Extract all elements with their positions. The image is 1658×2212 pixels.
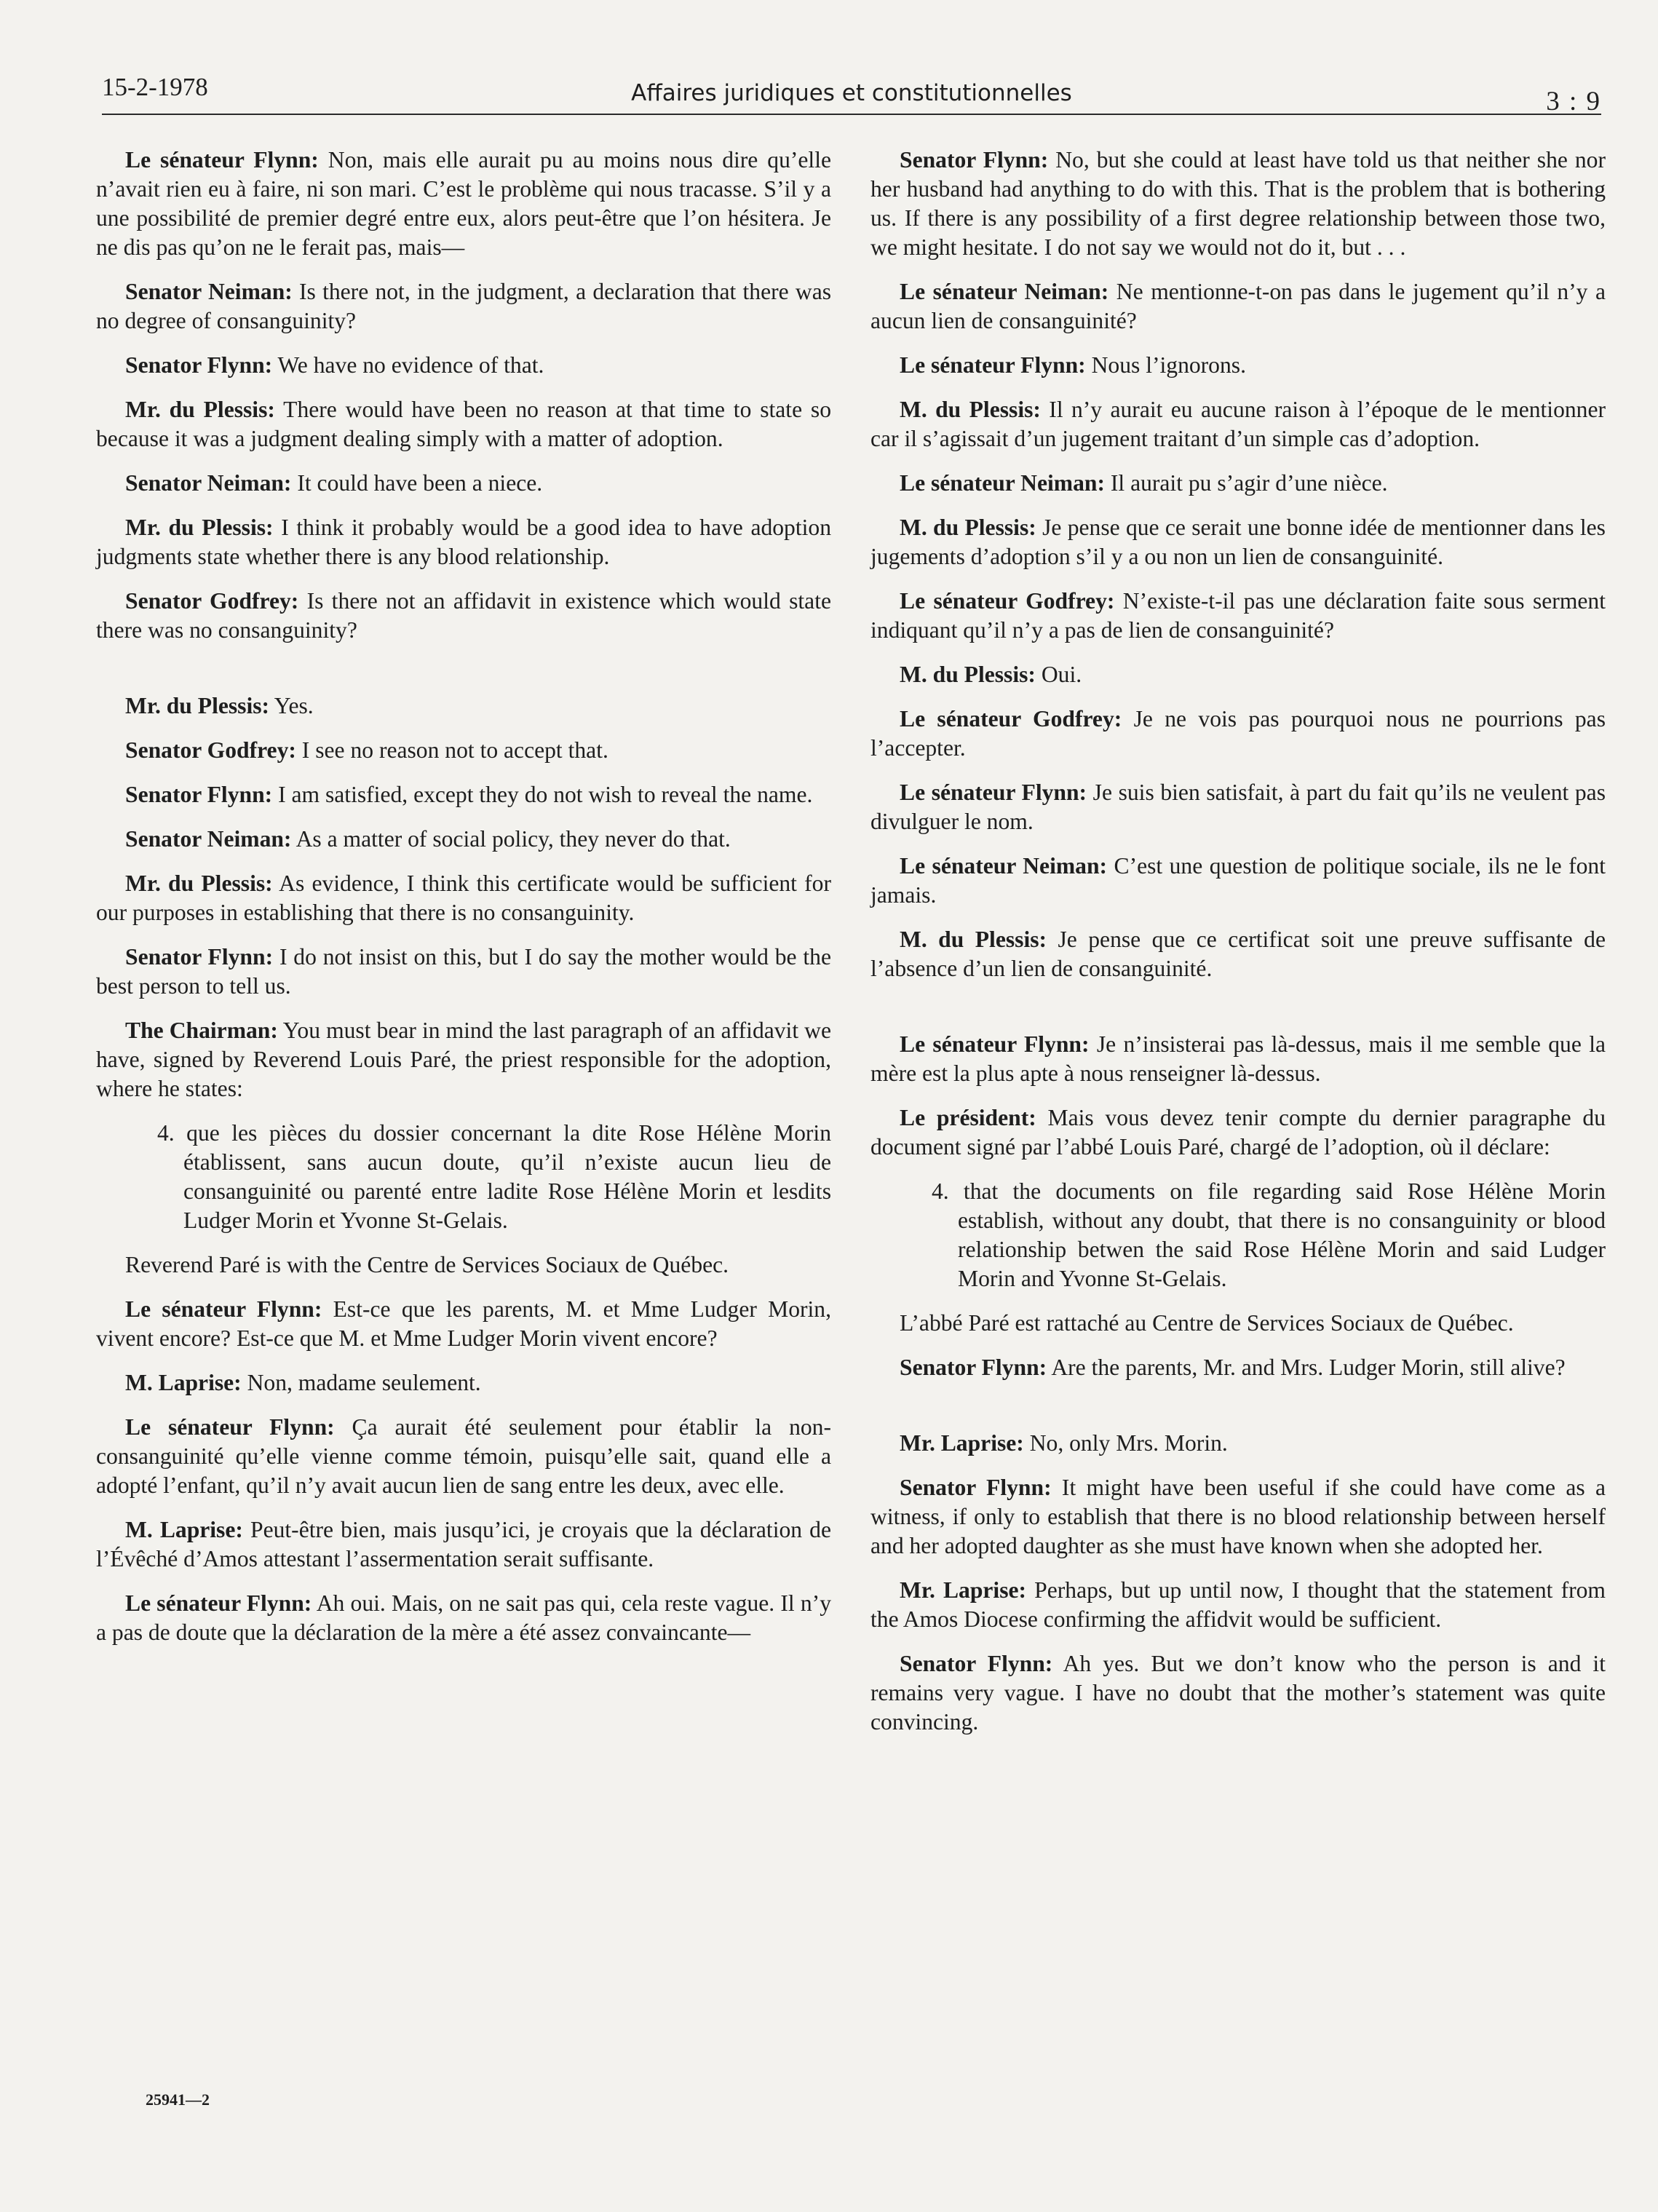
paragraph — [870, 587, 1606, 645]
quote-text: 4. that the documents on file regarding said Rose Hélène Morin establish, without any doubt, that there is no consanguinity or blood relationship betwen the said Rose Hélène Morin and said Ludger Morin and Yvonne St-Gelais. — [932, 1178, 1606, 1291]
speech-text: Perhaps, but up until now, I thought that the statement from the Amos Diocese confirming the affidvit would be sufficient. — [870, 1577, 1606, 1632]
speaker-name: Le sénateur Flynn: — [125, 1414, 335, 1440]
speaker-name: Senator Flynn: — [125, 782, 273, 807]
speech-text: Oui. — [1035, 662, 1082, 687]
speech-text: I am satisfied, except they do not wish to reveal the name. — [272, 782, 813, 807]
speech-text: Mais vous devez tenir compte du dernier paragraphe du document signé par l’abbé Louis Paré, chargé de l’adoption, où il déclare: — [870, 1105, 1606, 1159]
header-page-number: 3 : 9 — [1546, 87, 1601, 116]
speaker-name: Senator Neiman: — [125, 279, 293, 304]
speaker-name: Le sénateur Flynn: — [900, 780, 1087, 805]
speech-text: As evidence, I think this certificate would be sufficient for our purposes in establishing that there is no consanguinity. — [96, 871, 831, 925]
paragraph — [96, 1589, 831, 1647]
speaker-name: Mr. du Plessis: — [125, 397, 275, 422]
paragraph — [96, 469, 831, 498]
speaker-name: Le sénateur Flynn: — [900, 352, 1086, 378]
speech-text: I think it probably would be a good idea to have adoption judgments state whether there is any blood relationship. — [96, 515, 832, 569]
speaker-name: Mr. Laprise: — [900, 1577, 1027, 1603]
speech-text: Peut-être bien, mais jusqu’ici, je croyais que la déclaration de l’Évêché d’Amos attestant l’assermentation serait suffisante. — [96, 1517, 831, 1571]
speaker-name: Senator Flynn: — [900, 1651, 1053, 1676]
speech-text: Je pense que ce certificat soit une preuve suffisante de l’absence d’un lien de consanguinité. — [870, 927, 1606, 981]
speaker-name: M. Laprise: — [125, 1517, 243, 1542]
speaker-name: Mr. du Plessis: — [125, 515, 274, 540]
speaker-name: Le sénateur Neiman: — [900, 470, 1105, 496]
paragraph — [870, 705, 1606, 763]
paragraph — [870, 660, 1606, 689]
speech-text: Ne mentionne-t-on pas dans le jugement qu’il n’y a aucun lien de consanguinité? — [870, 279, 1606, 333]
speech-text: Reverend Paré is with the Centre de Services Sociaux de Québec. — [125, 1252, 729, 1277]
speech-text: No, only Mrs. Morin. — [1023, 1430, 1228, 1456]
paragraph — [870, 1649, 1606, 1737]
speech-text: Is there not, in the judgment, a declaration that there was no degree of consanguinity? — [96, 279, 832, 333]
page-header — [102, 70, 1601, 115]
paragraph — [870, 1309, 1606, 1338]
speaker-name: Mr. du Plessis: — [125, 871, 273, 896]
right-column — [870, 146, 1606, 1752]
speaker-name: Le sénateur Flynn: — [125, 147, 319, 173]
speech-text: N’existe-t-il pas une déclaration faite sous serment indiquant qu’il n’y a pas de lien de consanguinité? — [870, 588, 1606, 643]
speaker-name: Senator Godfrey: — [125, 588, 299, 614]
speaker-name: Senator Flynn: — [900, 147, 1049, 173]
paragraph — [96, 1368, 831, 1398]
paragraph — [96, 736, 831, 765]
speech-text: Il aurait pu s’agir d’une nièce. — [1104, 470, 1388, 496]
paragraph — [96, 691, 831, 721]
speech-text: It could have been a niece. — [291, 470, 543, 496]
header-title: Affaires juridiques et constitutionnelles — [631, 80, 1072, 106]
paragraph — [96, 943, 831, 1001]
speaker-name: Le sénateur Neiman: — [900, 279, 1109, 304]
paragraph — [96, 513, 831, 571]
paragraph — [96, 1016, 831, 1103]
speech-text: There would have been no reason at that time to state so because it was a judgment dealing simply with a matter of adoption. — [96, 397, 832, 451]
paragraph — [870, 1429, 1606, 1458]
paragraph — [870, 351, 1606, 380]
speaker-name: Senator Neiman: — [125, 470, 292, 496]
speaker-name: Le sénateur Flynn: — [125, 1296, 322, 1322]
paragraph — [870, 469, 1606, 498]
speech-text: I see no reason not to accept that. — [295, 737, 608, 763]
footer-code: 25941—2 — [146, 2090, 210, 2109]
quote-text: 4. que les pièces du dossier concernant la dite Rose Hélène Morin établissent, sans aucun doute, qu’il n’existe aucun lieu de consanguinité ou parenté entre ladite Rose Hélène Morin et lesdits Ludger Morin et Yvonne St-Gelais. — [157, 1120, 831, 1233]
paragraph — [870, 277, 1606, 336]
speaker-name: M. du Plessis: — [900, 397, 1041, 422]
paragraph — [96, 587, 831, 645]
speaker-name: M. du Plessis: — [900, 662, 1036, 687]
speech-text: Ah oui. Mais, on ne sait pas qui, cela reste vague. Il n’y a pas de doute que la déclaration de la mère a été assez convaincante— — [96, 1590, 831, 1645]
speaker-name: Le sénateur Flynn: — [900, 1031, 1090, 1057]
speaker-name: Senator Flynn: — [125, 352, 273, 378]
speaker-name: M. du Plessis: — [900, 927, 1047, 952]
paragraph — [96, 1250, 831, 1280]
paragraph — [96, 1413, 831, 1500]
left-column — [96, 146, 831, 1662]
speaker-name: The Chairman: — [125, 1018, 278, 1043]
paragraph — [870, 1030, 1606, 1088]
speech-text: Non, mais elle aurait pu au moins nous dire qu’elle n’avait rien eu à faire, ni son mari. C’est le problème qui nous tracasse. S’il y a une possibilité de premier degré entre eux, alors peut-être que l’on hésitera. Je ne dis pas qu’on ne le ferait pas, mais— — [96, 147, 831, 260]
speech-text: Non, madame seulement. — [241, 1370, 481, 1395]
paragraph — [870, 852, 1606, 910]
speech-text: You must bear in mind the last paragraph of an affidavit we have, signed by Reverend Louis Paré, the priest responsible for the adoption, where he states: — [96, 1018, 831, 1101]
speech-text: Je ne vois pas pourquoi nous ne pourrions pas l’accepter. — [870, 706, 1606, 761]
paragraph — [96, 351, 831, 380]
speech-text: Il n’y aurait eu aucune raison à l’époque de le mentionner car il s’agissait d’un jugement traitant d’un simple cas d’adoption. — [870, 397, 1606, 451]
paragraph — [870, 146, 1606, 262]
speaker-name: Le président: — [900, 1105, 1036, 1130]
speaker-name: Le sénateur Godfrey: — [900, 706, 1122, 732]
speaker-name: Senator Neiman: — [125, 826, 292, 852]
speech-text: Je suis bien satisfait, à part du fait qu’ils ne veulent pas divulguer le nom. — [870, 780, 1606, 834]
speech-text: Ça aurait été seulement pour établir la non-consanguinité qu’elle vienne comme témoin, puisqu’elle sait, quand elle a adopté l’enfant, qu’il n’y avait aucun lien de sang entre les deux, avec elle. — [96, 1414, 831, 1498]
paragraph — [870, 1353, 1606, 1382]
paragraph — [870, 1576, 1606, 1634]
speaker-name: Le sénateur Godfrey: — [900, 588, 1115, 614]
speech-text: Je pense que ce serait une bonne idée de mentionner dans les jugements d’adoption s’il y a ou non un lien de consanguinité. — [870, 515, 1606, 569]
paragraph — [870, 778, 1606, 836]
paragraph — [96, 395, 831, 453]
quoted-affidavit — [96, 1119, 831, 1235]
paragraph — [870, 513, 1606, 571]
speech-text: It might have been useful if she could have come as a witness, if only to establish that there is no blood relationship between herself and her adopted daughter as she must have known when she adopted her. — [870, 1475, 1606, 1558]
speaker-name: M. Laprise: — [125, 1370, 242, 1395]
paragraph — [96, 1515, 831, 1574]
speech-text: Are the parents, Mr. and Mrs. Ludger Morin, still alive? — [1047, 1355, 1566, 1380]
paragraph — [96, 825, 831, 854]
speech-text: L’abbé Paré est rattaché au Centre de Services Sociaux de Québec. — [900, 1310, 1514, 1336]
speaker-name: Le sénateur Flynn: — [125, 1590, 312, 1616]
speech-text: Yes. — [269, 693, 314, 718]
speech-text: As a matter of social policy, they never do that. — [291, 826, 731, 852]
speaker-name: Le sénateur Neiman: — [900, 853, 1108, 879]
paragraph — [870, 925, 1606, 983]
speech-text: Est-ce que les parents, M. et Mme Ludger Morin, vivent encore? Est-ce que M. et Mme Ludger Morin vivent encore? — [96, 1296, 831, 1351]
speech-text: No, but she could at least have told us that neither she nor her husband had anything to do with this. That is the problem that is bothering us. If there is any possibility of a first degree relationship between those two, we might hesitate. I do not say we would not do it, but . . . — [870, 147, 1606, 260]
speech-text: Is there not an affidavit in existence which would state there was no consanguinity? — [96, 588, 831, 643]
speaker-name: M. du Plessis: — [900, 515, 1036, 540]
paragraph — [96, 146, 831, 262]
speaker-name: Mr. Laprise: — [900, 1430, 1024, 1456]
header-date: 15-2-1978 — [102, 73, 208, 101]
speech-text: Ah yes. But we don’t know who the person is and it remains very vague. I have no doubt that the mother’s statement was quite convincing. — [870, 1651, 1606, 1735]
paragraph — [870, 1103, 1606, 1162]
speaker-name: Senator Flynn: — [900, 1475, 1052, 1500]
speaker-name: Mr. du Plessis: — [125, 693, 270, 718]
paragraph — [96, 780, 831, 809]
speaker-name: Senator Flynn: — [900, 1355, 1047, 1380]
paragraph — [96, 1295, 831, 1353]
speech-text: We have no evidence of that. — [272, 352, 544, 378]
paragraph — [96, 277, 831, 336]
speech-text: Je n’insisterai pas là-dessus, mais il me semble que la mère est la plus apte à nous renseigner là-dessus. — [870, 1031, 1606, 1086]
paragraph — [870, 395, 1606, 453]
paragraph — [870, 1473, 1606, 1561]
paragraph — [96, 869, 831, 927]
speech-text: Nous l’ignorons. — [1085, 352, 1246, 378]
speaker-name: Senator Flynn: — [125, 944, 274, 970]
speech-text: C’est une question de politique sociale, ils ne le font jamais. — [870, 853, 1606, 908]
speech-text: I do not insist on this, but I do say the mother would be the best person to tell us. — [96, 944, 831, 999]
speaker-name: Senator Godfrey: — [125, 737, 296, 763]
quoted-affidavit — [870, 1177, 1606, 1293]
